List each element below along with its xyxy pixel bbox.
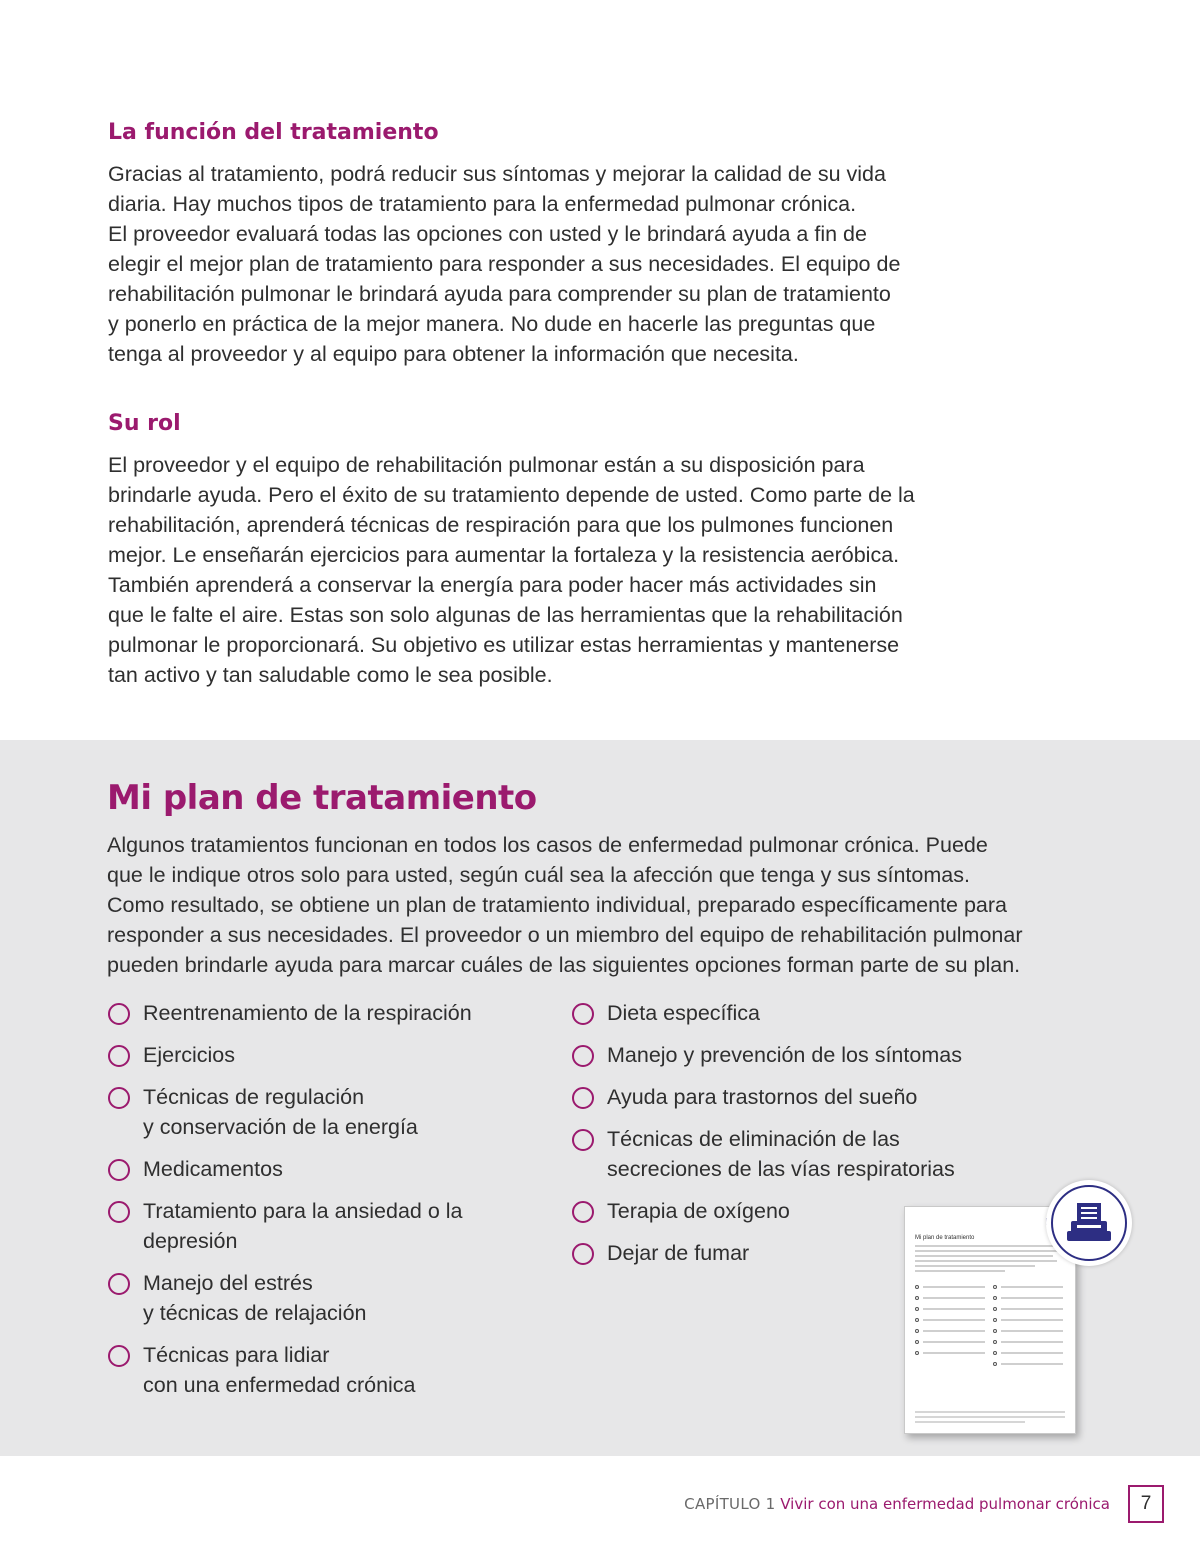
option-item[interactable]	[108, 998, 548, 1028]
thumbnail-footer-lines	[915, 1408, 1065, 1423]
option-item[interactable]	[108, 1040, 548, 1070]
paragraph-your-role: El proveedor y el equipo de rehabilitación pulmonar están a su disposición para brindarle ayuda. Pero el éxito de su tratamiento depende de usted. Como parte de la rehabilitación, aprenderá técnicas de respiración para que los pulmones funcionen mejor. Le enseñarán ejercicios para aumentar la fortaleza y la resistencia aeróbica. También aprenderá a conservar la energía para poder hacer más actividades sin que le falte el aire. Estas son solo algunas de las herramientas que la rehabilitación pulmonar le proporcionará. Su objetivo es utilizar estas herramientas y mantenerse tan activo y tan saludable como le sea posible.	[108, 453, 915, 687]
option-item[interactable]	[108, 1340, 548, 1400]
paragraph-treatment-function: Gracias al tratamiento, podrá reducir sus síntomas y mejorar la calidad de su vida diaria. Hay muchos tipos de tratamiento para la enfermedad pulmonar crónica. El proveedor evaluará todas las opciones con usted y le brindará ayuda a fin de elegir el mejor plan de tratamiento para responder a sus necesidades. El equipo de rehabilitación pulmonar le brindará ayuda para comprender su plan de tratamiento y ponerlo en práctica de la mejor manera. No dude en hacerle las preguntas que tenga al proveedor y al equipo para obtener la información que necesita.	[108, 162, 901, 366]
checkbox-circle[interactable]	[108, 1159, 130, 1181]
option-item[interactable]	[572, 1082, 1012, 1112]
option-label: Tratamiento para la ansiedad o la depresión	[143, 1199, 463, 1253]
chapter-title: Vivir con una enfermedad pulmonar crónica	[780, 1495, 1110, 1513]
option-label: Reentrenamiento de la respiración	[143, 1001, 472, 1025]
options-left-column	[108, 998, 548, 1412]
checkbox-circle[interactable]	[108, 1087, 130, 1109]
checkbox-circle[interactable]	[572, 1003, 594, 1025]
option-label: Dieta específica	[607, 1001, 760, 1025]
intro-sections	[108, 118, 988, 690]
page-footer	[684, 1493, 1110, 1515]
thumbnail-title: Mi plan de tratamiento	[915, 1235, 975, 1241]
checkbox-circle[interactable]	[572, 1243, 594, 1265]
option-label: Manejo y prevención de los síntomas	[607, 1043, 962, 1067]
option-label: Técnicas de eliminación de las secreciones de las vías respiratorias	[607, 1127, 955, 1181]
option-label: Ejercicios	[143, 1043, 235, 1067]
treatment-plan-intro: Algunos tratamientos funcionan en todos los casos de enfermedad pulmonar crónica. Puede que le indique otros solo para usted, según cuál sea la afección que tenga y sus síntomas. Como resultado, se obtiene un plan de tratamiento individual, preparado específicamente para responder a sus necesidades. El proveedor o un miembro del equipo de rehabilitación pulmonar pueden brindarle ayuda para marcar cuáles de las siguientes opciones forman parte de su plan.	[107, 833, 1023, 977]
option-item[interactable]	[108, 1082, 548, 1142]
print-worksheet-button[interactable]	[1046, 1180, 1132, 1266]
checkbox-circle[interactable]	[108, 1273, 130, 1295]
option-label: Medicamentos	[143, 1157, 283, 1181]
thumbnail-option-list-left	[915, 1285, 985, 1362]
option-label: Terapia de oxígeno	[607, 1199, 790, 1223]
page-number: 7	[1128, 1485, 1164, 1523]
option-item[interactable]	[108, 1268, 548, 1328]
option-item[interactable]	[572, 1124, 1012, 1184]
option-label: Dejar de fumar	[607, 1241, 750, 1265]
checkbox-circle[interactable]	[572, 1201, 594, 1223]
option-item[interactable]	[572, 998, 1012, 1028]
thumbnail-option-list-right	[993, 1285, 1063, 1373]
checkbox-circle[interactable]	[572, 1129, 594, 1151]
checkbox-circle[interactable]	[572, 1045, 594, 1067]
heading-treatment-function: La función del tratamiento	[108, 120, 439, 145]
option-label: Manejo del estrés y técnicas de relajación	[143, 1271, 367, 1325]
treatment-plan-title: Mi plan de tratamiento	[107, 778, 537, 818]
option-label: Técnicas para lidiar con una enfermedad crónica	[143, 1343, 416, 1397]
checkbox-circle[interactable]	[108, 1201, 130, 1223]
option-label: Técnicas de regulación y conservación de la energía	[143, 1085, 418, 1139]
option-item[interactable]	[108, 1154, 548, 1184]
option-item[interactable]	[108, 1196, 548, 1256]
thumbnail-text-lines	[915, 1245, 1065, 1275]
heading-your-role: Su rol	[108, 411, 181, 436]
checkbox-circle[interactable]	[108, 1345, 130, 1367]
printer-icon	[1065, 1201, 1113, 1245]
checkbox-circle[interactable]	[572, 1087, 594, 1109]
chapter-label: CAPÍTULO 1	[684, 1495, 776, 1513]
option-item[interactable]	[572, 1040, 1012, 1070]
option-label: Ayuda para trastornos del sueño	[607, 1085, 918, 1109]
checkbox-circle[interactable]	[108, 1003, 130, 1025]
checkbox-circle[interactable]	[108, 1045, 130, 1067]
